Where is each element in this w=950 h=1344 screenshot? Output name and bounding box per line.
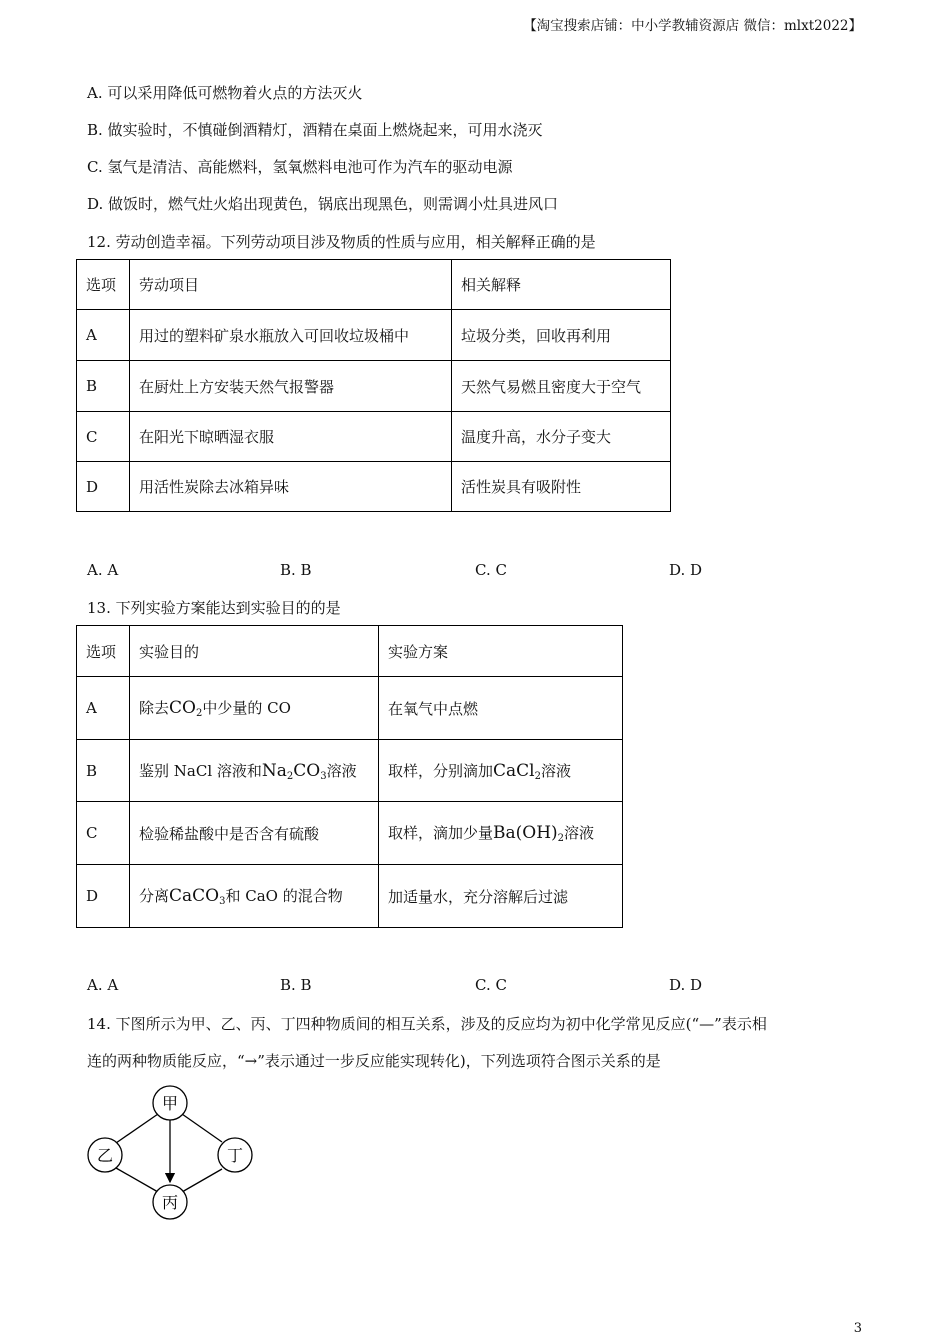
q12-row-c-task: 在阳光下晾晒湿衣服	[130, 412, 452, 462]
formula-baoh2: Ba(OH)	[493, 823, 558, 843]
q12-row-a-label: A	[77, 310, 130, 361]
q13-row-a-goal-tail: 中少量的 CO	[202, 699, 291, 717]
node-ding-label: 丁	[226, 1146, 244, 1165]
q13-row-c-plan	[379, 802, 623, 865]
q13-header-plan: 实验方案	[379, 626, 623, 677]
q13-row-b-goal-text: 鉴别 NaCl 溶液和	[139, 761, 262, 780]
q13-row-c-plan-tail: 溶液	[564, 824, 595, 842]
q13-row-b-goal-tail: 溶液	[326, 761, 357, 780]
edge-ding-bing	[182, 1169, 222, 1192]
q12-header-option: 选项	[77, 260, 130, 310]
table-row	[77, 802, 623, 865]
q13-row-b-label: B	[77, 740, 130, 802]
formula-caco3: CaCO	[169, 886, 220, 906]
relationship-diagram	[80, 1080, 270, 1225]
q11-option-b: B. 做实验时，不慎碰倒酒精灯，酒精在桌面上燃烧起来，可用水浇灭	[87, 121, 543, 139]
page-header: 【淘宝搜索店铺：中小学教辅资源店 微信：mlxt2022】	[523, 18, 862, 34]
q13-choices	[87, 976, 787, 998]
q12-row-c-label: C	[77, 412, 130, 462]
q13-row-d-plan: 加适量水，充分溶解后过滤	[379, 865, 623, 928]
node-yi-label: 乙	[96, 1146, 114, 1165]
q12-row-a-task: 用过的塑料矿泉水瓶放入可回收垃圾桶中	[130, 310, 452, 361]
table-row	[77, 462, 671, 512]
formula-subscript: 2	[195, 708, 203, 719]
q13-title: 13. 下列实验方案能达到实验目的的是	[87, 599, 341, 617]
q13-row-d-goal-tail: 和 CaO 的混合物	[225, 887, 343, 905]
table-row	[77, 412, 671, 462]
q14-title-line1: 14. 下图所示为甲、乙、丙、丁四种物质间的相互关系，涉及的反应均为初中化学常见反应(“—”表示相	[87, 1015, 767, 1033]
formula-na2co3-co: CO	[293, 760, 321, 781]
q13-row-b-plan-text: 取样，分别滴加	[388, 761, 494, 780]
table-row	[77, 740, 623, 802]
q13-row-a-label: A	[77, 677, 130, 740]
q12-choice-c: C. C	[475, 561, 507, 579]
q12-row-b-task: 在厨灶上方安装天然气报警器	[130, 361, 452, 412]
q12-row-c-explanation: 温度升高，水分子变大	[452, 412, 671, 462]
q13-table	[76, 625, 623, 928]
q13-header-goal: 实验目的	[130, 626, 379, 677]
q13-choice-d: D. D	[669, 976, 703, 994]
formula-subscript: 2	[286, 770, 294, 782]
node-yi	[88, 1138, 122, 1172]
q13-row-d-label: D	[77, 865, 130, 928]
table-row	[77, 865, 623, 928]
table-row	[77, 361, 671, 412]
q13-row-b-plan-tail: 溶液	[540, 761, 571, 780]
formula-subscript: 3	[219, 896, 226, 907]
q12-choice-b: B. B	[280, 561, 312, 579]
node-jia	[153, 1086, 187, 1120]
q12-row-a-explanation: 垃圾分类，回收再利用	[452, 310, 671, 361]
q13-choice-b: B. B	[280, 976, 312, 994]
table-row	[77, 310, 671, 361]
q13-row-b-plan	[379, 740, 623, 802]
q12-choice-a: A. A	[87, 561, 119, 579]
formula-co2: CO	[169, 698, 196, 718]
q13-row-d-goal	[130, 865, 379, 928]
formula-cacl2: CaCl	[493, 760, 535, 781]
q11-option-d: D. 做饭时，燃气灶火焰出现黄色，锅底出现黑色，则需调小灶具进风口	[87, 195, 559, 213]
edge-jia-yi	[116, 1114, 158, 1143]
q12-table	[76, 259, 671, 512]
q12-row-d-explanation: 活性炭具有吸附性	[452, 462, 671, 512]
table-row	[77, 677, 623, 740]
q13-row-c-label: C	[77, 802, 130, 865]
formula-subscript: 2	[534, 770, 541, 782]
q13-row-c-goal: 检验稀盐酸中是否含有硫酸	[130, 802, 379, 865]
formula-subscript: 2	[557, 833, 565, 844]
page-number: 3	[853, 1321, 862, 1336]
q13-header-option: 选项	[77, 626, 130, 677]
q13-row-d-goal-text: 分离	[139, 887, 170, 905]
q12-row-b-label: B	[77, 361, 130, 412]
q13-choice-c: C. C	[475, 976, 507, 994]
q14-title-line2: 连的两种物质能反应，“→”表示通过一步反应能实现转化)，下列选项符合图示关系的是	[87, 1052, 661, 1070]
q13-row-a-goal	[130, 677, 379, 740]
node-jia-label: 甲	[161, 1094, 179, 1113]
q13-row-a-goal-text: 除去	[139, 699, 170, 717]
edge-jia-ding	[182, 1114, 222, 1142]
q13-choice-a: A. A	[87, 976, 119, 994]
q11-option-a: A. 可以采用降低可燃物着火点的方法灭火	[87, 84, 363, 102]
q12-header-task: 劳动项目	[130, 260, 452, 310]
q13-row-b-goal	[130, 740, 379, 802]
q12-title: 12. 劳动创造幸福。下列劳动项目涉及物质的性质与应用，相关解释正确的是	[87, 233, 596, 251]
q12-header-explanation: 相关解释	[452, 260, 671, 310]
q12-row-d-task: 用活性炭除去冰箱异味	[130, 462, 452, 512]
q13-row-c-plan-text: 取样，滴加少量	[388, 824, 494, 842]
q11-option-c: C. 氢气是清洁、高能燃料，氢氧燃料电池可作为汽车的驱动电源	[87, 158, 513, 176]
edge-yi-bing	[116, 1168, 158, 1192]
q12-choices	[87, 561, 787, 583]
node-ding	[218, 1138, 252, 1172]
node-bing-label: 丙	[161, 1193, 179, 1212]
formula-na2co3-na: Na	[261, 760, 287, 781]
q12-row-b-explanation: 天然气易燃且密度大于空气	[452, 361, 671, 412]
q12-row-d-label: D	[77, 462, 130, 512]
node-bing	[153, 1185, 187, 1219]
formula-subscript: 3	[320, 770, 327, 782]
q12-choice-d: D. D	[669, 561, 703, 579]
q13-row-a-plan: 在氧气中点燃	[379, 677, 623, 740]
